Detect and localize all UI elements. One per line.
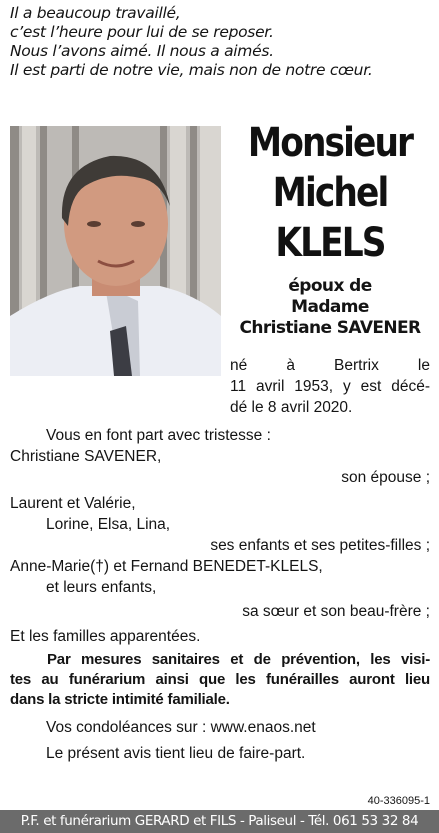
birth-death-info: [230, 355, 430, 418]
portrait-photo: [10, 126, 221, 376]
spouse-name: Christiane SAVENER: [239, 318, 421, 338]
portrait-illustration: [10, 126, 221, 376]
notice-line: tes au funérarium ainsi que les funérailles auront lieu: [10, 671, 430, 688]
deceased-name: [230, 118, 430, 268]
reference-number: 40-336095-1: [367, 795, 430, 807]
family-role: ses enfants et ses petites-filles ;: [210, 537, 430, 554]
funeral-home-footer: P.F. et funérarium GERARD et FILS - Paliseul - Tél. 061 53 32 84: [0, 810, 439, 833]
announcement: Vous en font part avec tristesse :: [46, 427, 271, 444]
family-member: Christiane SAVENER,: [10, 448, 162, 465]
spouse-line: époux de: [288, 276, 372, 296]
family-role: son épouse ;: [341, 469, 430, 486]
deceased-last-name: KLELS: [275, 220, 385, 266]
faire-part-line: Le présent avis tient lieu de faire-part.: [46, 745, 306, 762]
sanitary-notice: [47, 650, 430, 670]
family-member: Anne-Marie(†) et Fernand BENEDET-KLELS,: [10, 558, 323, 575]
condolences-line: Vos condoléances sur : www.enaos.net: [46, 719, 316, 736]
family-member: Laurent et Valérie,: [10, 495, 136, 512]
birth-line: 11 avril 1953, y est décé-: [230, 378, 430, 395]
family-member: et leurs enfants,: [46, 579, 157, 596]
sanitary-notice-cont: [10, 670, 430, 710]
birth-line: dé le 8 avril 2020.: [230, 399, 353, 416]
family-member: Et les familles apparentées.: [10, 628, 201, 645]
deceased-title: Monsieur: [247, 120, 413, 166]
family-list: [10, 425, 430, 647]
birth-line: né à Bertrix le: [230, 357, 430, 374]
notice-line: dans la stricte intimité familiale.: [10, 691, 230, 708]
closing-lines: [10, 717, 430, 764]
family-member: Lorine, Elsa, Lina,: [46, 516, 171, 533]
spouse-line: Madame: [291, 297, 369, 317]
poem-line: Il est parti de notre vie, mais non de notre cœur.: [10, 61, 373, 79]
deceased-first-name: Michel: [272, 170, 388, 216]
poem-line: Il a beaucoup travaillé,: [10, 4, 181, 22]
spouse-block: [232, 276, 428, 339]
epitaph-poem: [10, 4, 430, 80]
poem-line: c’est l’heure pour lui de se reposer.: [10, 23, 274, 41]
family-role: sa sœur et son beau-frère ;: [242, 603, 430, 620]
notice-line: Par mesures sanitaires et de prévention, les visi-: [47, 651, 430, 668]
poem-line: Nous l’avons aimé. Il nous a aimés.: [10, 42, 274, 60]
